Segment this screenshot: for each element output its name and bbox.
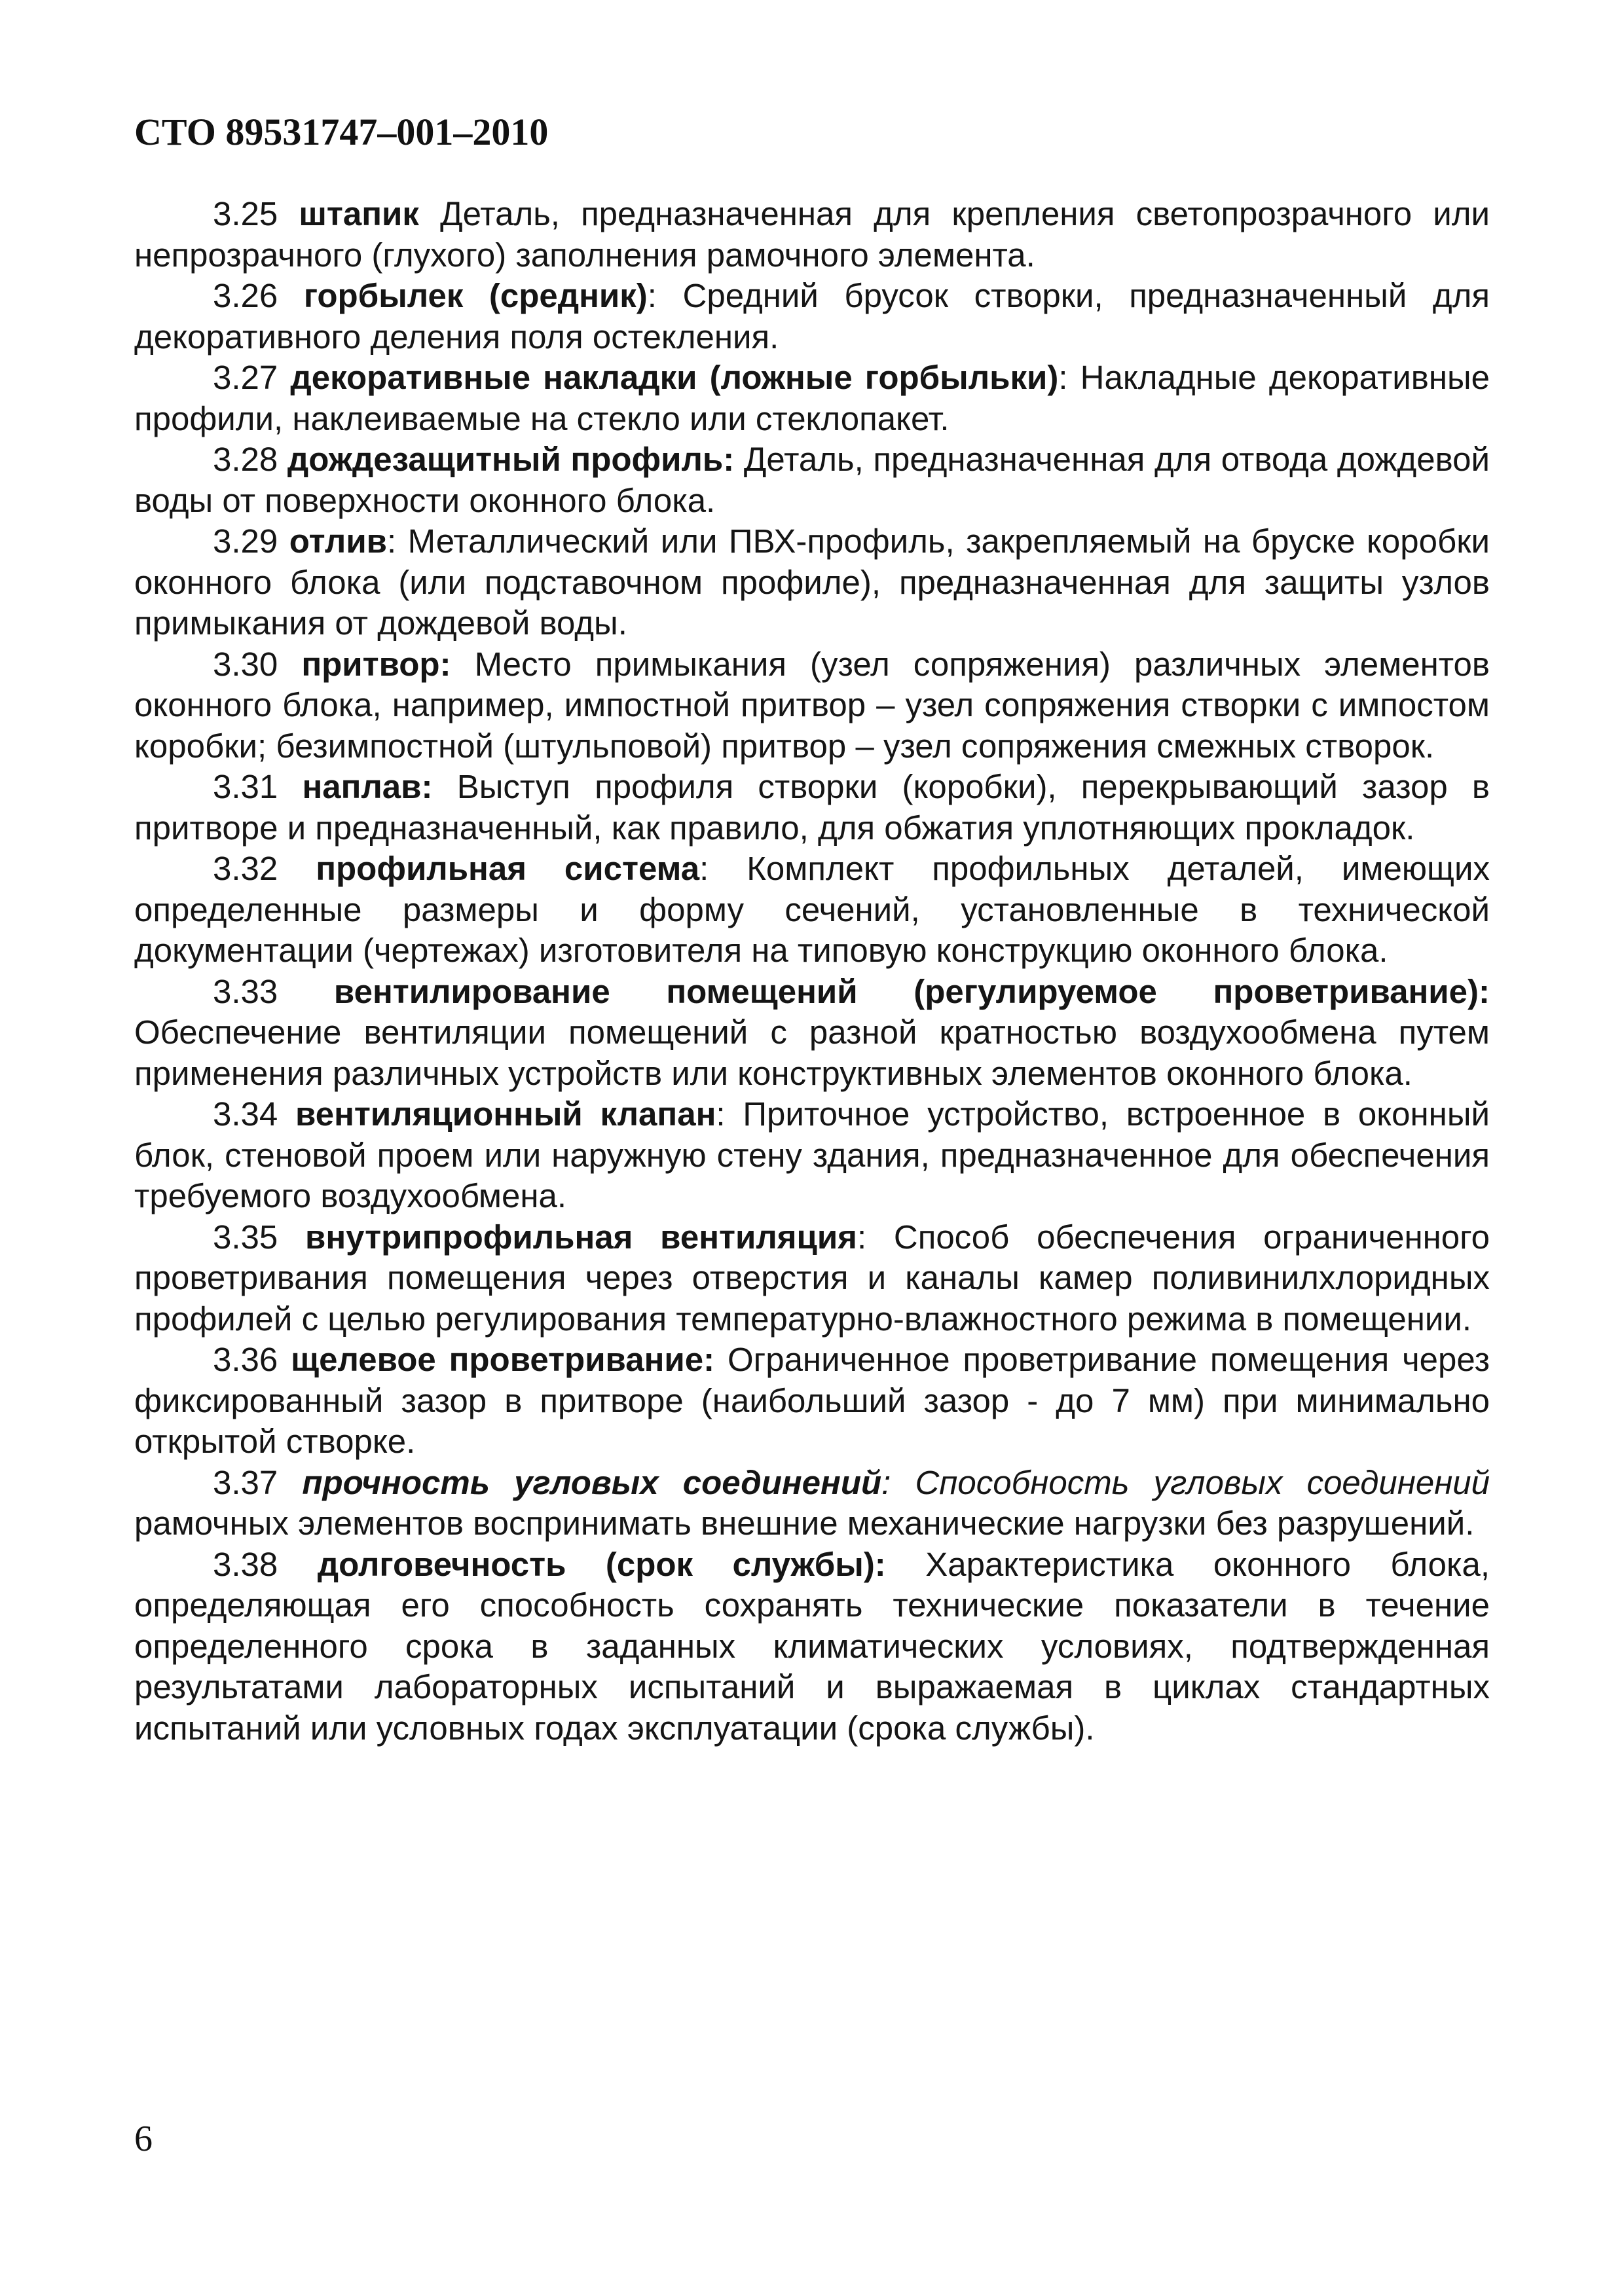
term-separator: : xyxy=(647,277,683,314)
term-number: 3.33 xyxy=(213,972,278,1010)
term-3-28 xyxy=(134,439,1490,521)
term-separator xyxy=(886,1546,925,1583)
page-number: 6 xyxy=(134,2119,153,2159)
term-separator: : xyxy=(1058,359,1080,396)
term-number: 3.36 xyxy=(213,1341,278,1378)
term-name: прочность угловых соединений xyxy=(302,1463,882,1501)
term-number: 3.25 xyxy=(213,195,278,232)
term-3-32 xyxy=(134,848,1490,972)
term-3-36 xyxy=(134,1339,1490,1463)
term-number: 3.35 xyxy=(213,1218,278,1256)
term-3-31 xyxy=(134,767,1490,848)
term-name: вентиляционный клапан xyxy=(295,1095,716,1133)
term-separator xyxy=(433,768,457,805)
term-number: 3.27 xyxy=(213,359,278,396)
document-code-header: СТО 89531747–001–2010 xyxy=(134,111,549,153)
term-definition: Деталь, предназначенная для крепления светопрозрачного или непрозрачного (глухого) заполнения рамочного элемента. xyxy=(134,195,1490,274)
term-definition: рамочных элементов воспринимать внешние механические нагрузки без разрушений. xyxy=(134,1504,1475,1542)
term-number: 3.38 xyxy=(213,1545,278,1583)
term-separator: : xyxy=(881,1463,915,1501)
term-name: штапик xyxy=(299,195,419,232)
term-name: профильная система xyxy=(316,850,700,887)
term-number: 3.31 xyxy=(213,768,278,805)
term-name: горбылек (средник) xyxy=(303,277,648,314)
term-definition-italic: Способность угловых соединений xyxy=(915,1463,1490,1501)
term-name: притвор: xyxy=(301,645,451,683)
term-3-33 xyxy=(134,972,1490,1095)
term-name: отлив xyxy=(289,522,388,560)
term-definition: Металлический или ПВХ-профиль, закрепляемый на бруске коробки оконного блока (или подставочном профиле), предназначенная для защиты узлов примыкания от дождевой воды. xyxy=(134,522,1490,642)
term-name: долговечность (срок службы): xyxy=(317,1545,886,1583)
term-3-29 xyxy=(134,521,1490,644)
term-3-26 xyxy=(134,276,1490,357)
term-separator xyxy=(734,441,744,478)
terms-list xyxy=(134,194,1490,1749)
term-definition: Обеспечение вентиляции помещений с разной кратностью воздухообмена путем применения различных устройств или конструктивных элементов оконного блока. xyxy=(134,1013,1490,1092)
term-3-37 xyxy=(134,1463,1490,1544)
term-separator xyxy=(451,646,475,683)
term-separator: : xyxy=(716,1095,743,1133)
term-3-30 xyxy=(134,644,1490,767)
term-number: 3.34 xyxy=(213,1095,278,1133)
term-number: 3.37 xyxy=(213,1463,278,1501)
term-name: вентилирование помещений (регулируемое проветривание): xyxy=(333,972,1490,1010)
term-definition: Выступ профиля створки (коробки), перекрывающий зазор в притворе и предназначенный, как правило, для обжатия уплотняющих прокладок. xyxy=(134,768,1490,847)
term-name: декоративные накладки (ложные горбыльки) xyxy=(290,359,1059,396)
term-3-38 xyxy=(134,1544,1490,1749)
term-separator xyxy=(419,195,440,232)
term-separator xyxy=(714,1341,728,1378)
term-number: 3.29 xyxy=(213,522,278,560)
term-name: наплав: xyxy=(302,768,433,805)
term-name: дождезащитный профиль: xyxy=(287,441,735,478)
term-3-34 xyxy=(134,1094,1490,1217)
term-definition: Накладные декоративные профили, наклеиваемые на стекло или стеклопакет. xyxy=(134,359,1490,437)
term-number: 3.30 xyxy=(213,645,278,683)
term-separator: : xyxy=(857,1218,894,1256)
term-definition: Ограниченное проветривание помещения через фиксированный зазор в притворе (наибольший зазор - до 7 мм) при минимально открытой створке. xyxy=(134,1341,1490,1460)
term-definition: Средний брусок створки, предназначенный для декоративного деления поля остекления. xyxy=(134,277,1490,355)
term-definition: Приточное устройство, встроенное в оконный блок, стеновой проем или наружную стену здания, предназначенное для обеспечения требуемого воздухообмена. xyxy=(134,1095,1490,1214)
term-definition: Деталь, предназначенная для отвода дождевой воды от поверхности оконного блока. xyxy=(134,441,1490,519)
term-name: щелевое проветривание: xyxy=(291,1341,715,1378)
term-separator: : xyxy=(699,850,747,887)
term-separator: : xyxy=(387,522,408,560)
term-3-35 xyxy=(134,1217,1490,1340)
term-3-25 xyxy=(134,194,1490,276)
term-definition: Характеристика оконного блока, определяющая его способность сохранять технические показатели в течение определенного срока в заданных климатических условиях, подтвержденная результатами лабораторных испытаний и выражаемая в циклах стандартных испытаний или условных годах эксплуатации (срока службы). xyxy=(134,1545,1490,1747)
term-name: внутрипрофильная вентиляция xyxy=(305,1218,857,1256)
term-number: 3.28 xyxy=(213,441,278,478)
term-definition: Место примыкания (узел сопряжения) различных элементов оконного блока, например, импостной притвор – узел сопряжения створки с импостом коробки; безимпостной (штульповой) притвор – узел сопряжения смежных створок. xyxy=(134,645,1490,765)
term-definition: Комплект профильных деталей, имеющих определенные размеры и форму сечений, установленные в технической документации (чертежах) изготовителя на типовую конструкцию оконного блока. xyxy=(134,850,1490,969)
term-number: 3.32 xyxy=(213,850,278,887)
term-definition: Способ обеспечения ограниченного проветривания помещения через отверстия и каналы камер поливинилхлоридных профилей с целью регулирования температурно-влажностного режима в помещении. xyxy=(134,1218,1490,1338)
term-number: 3.26 xyxy=(213,277,278,314)
term-3-27 xyxy=(134,357,1490,439)
